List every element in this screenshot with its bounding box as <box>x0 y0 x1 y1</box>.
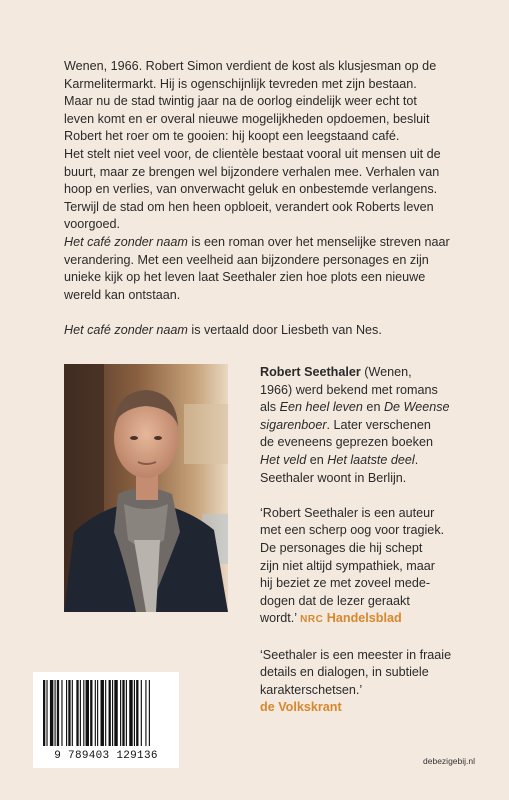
barcode-bar <box>61 680 62 746</box>
author-bio-text: Robert Seethaler (Wenen, 1966) werd bekend met romans als Een heel leven en De Weense sigarenboer. Later verschenen de eveneens geprezen boeken Het veld en Het laatste deel. Seethaler woont in Berlijn. <box>260 365 450 485</box>
blurb-paragraph-3: Het café zonder naam is een roman over het menselijke streven naar verandering. Met een veelheid aan bijzondere personages en zijn unieke kijk op het leven laat Seethaler zien hoe plots een nieuwe wereld kan ontstaan. <box>64 234 450 302</box>
barcode-bar <box>90 680 92 746</box>
barcode-bar <box>86 680 89 746</box>
blurb-paragraph-2: Het stelt niet veel voor, de clientèle bestaat vooral uit mensen uit de buurt, maar ze brengen wel bijzondere verhalen mee. Verhalen van hoop en verlies, van onverwacht geluk en onbestemde verlangens. Terwijl de stad om hen heen opbloeit, verandert ook Roberts leven voorgoed. <box>64 146 441 232</box>
barcode-bar <box>66 680 67 746</box>
barcode-bar <box>141 680 142 746</box>
barcode-bar <box>80 680 81 746</box>
author-portrait-image <box>64 364 228 612</box>
barcode-bar <box>129 680 132 746</box>
barcode-bar <box>120 680 121 746</box>
barcode-bar <box>122 680 124 746</box>
author-name: Robert Seethaler <box>260 365 361 379</box>
review-quote-volkskrant: ‘Seethaler is een meester in fraaie details en dialogen, in subtiele karakterschetsen.’ de Volkskrant <box>260 647 452 715</box>
barcode-bar <box>101 680 104 746</box>
publisher-url: debezigebij.nl <box>423 756 475 766</box>
barcode-bar <box>109 680 111 746</box>
author-photo <box>64 364 228 612</box>
barcode-bar <box>105 680 106 746</box>
review-quote-nrc: ‘Robert Seethaler is een auteur met een scherp oog voor tragiek. De personages die hij schept zijn niet altijd sympathiek, maar hij beziet ze met zoveel mede- dogen dat de lezer geraakt wordt.’ NRC Handelsblad <box>260 505 445 626</box>
isbn-barcode <box>33 672 179 768</box>
barcode-bar <box>68 680 70 746</box>
barcode-bar <box>55 680 56 746</box>
isbn-number: 9 789403 129136 <box>54 750 158 762</box>
barcode-bar <box>83 680 84 746</box>
review-source-prefix: NRC <box>300 614 324 626</box>
barcode-bar <box>50 680 53 746</box>
barcode-bar <box>112 680 113 746</box>
barcode-bar <box>114 680 117 746</box>
barcode-bar <box>126 680 127 746</box>
book-title: Het café zonder naam <box>64 234 188 249</box>
barcode-bar <box>46 680 47 746</box>
review-source: Handelsblad <box>323 611 402 626</box>
back-cover-blurb <box>64 58 464 340</box>
barcode-bar <box>136 680 138 746</box>
barcode-bar <box>43 680 45 746</box>
barcode-bar <box>95 680 96 746</box>
author-bio <box>260 364 470 717</box>
translator-credit: Het café zonder naam is vertaald door Liesbeth van Nes. <box>64 322 382 337</box>
barcode-bar <box>97 680 98 746</box>
barcode-bar <box>72 680 73 746</box>
barcode-bar <box>149 680 150 746</box>
review-source: de Volkskrant <box>260 700 342 715</box>
barcode-bars <box>33 672 179 750</box>
book-title: Het café zonder naam <box>64 322 188 337</box>
barcode-bar <box>76 680 78 746</box>
barcode-bar <box>57 680 59 746</box>
barcode-bar <box>134 680 135 746</box>
barcode-bar <box>145 680 146 746</box>
blurb-paragraph-1: Wenen, 1966. Robert Simon verdient de kost als klusjesman op de Karmelitermarkt. Hij is ogenschijnlijk tevreden met zijn bestaan. Maar nu de stad twintig jaar na de oorlog eindelijk weer echt tot leven komt en er overal nieuwe mogelijkheden opdoemen, besluit Robert het roer om te gooien: hij koopt een leegstaand café. <box>64 59 437 144</box>
